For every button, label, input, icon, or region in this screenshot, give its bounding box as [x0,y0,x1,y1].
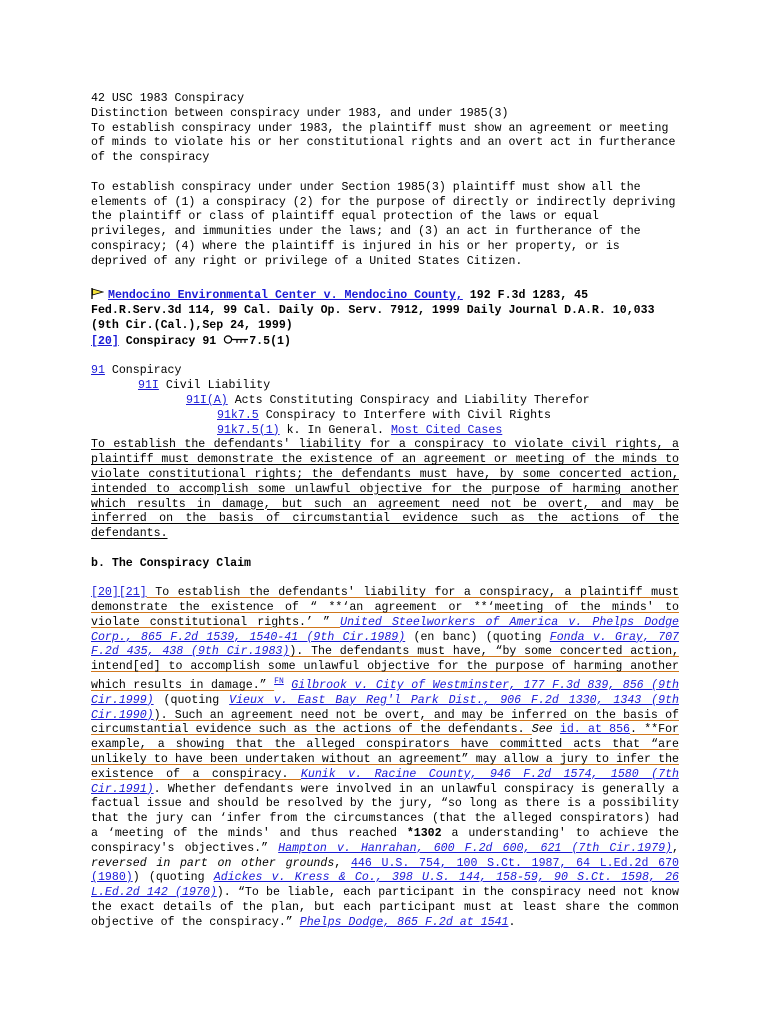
key-91I-label: Civil Liability [158,379,271,393]
body-text-6: . **For example, a showing that the alleged conspirators have committed acts that “are unlikely to have been undertaken without an agreement” may allow a jury to infer the existence of a conspiracy. [91,723,679,781]
key-91-link[interactable]: 91 [91,364,105,378]
headnote-number-link[interactable]: [20] [91,334,119,348]
body-text-10: , [334,856,351,870]
cite-fonda[interactable]: Fonda v. Gray, 707 F.2d 435, 438 (9th Cir.1983) [91,630,680,659]
key-line-5 [91,424,679,439]
key-91k7-5-label: Conspiracy to Interfere with Civil Rights [258,408,551,422]
body-text-5: ). Such an agreement need not be overt, and may be inferred on the basis of circumstantial evidence such as the actions of the defendants. [91,708,679,737]
body-text-8: a understanding' to achieve the conspiracy's objectives.” [91,826,679,855]
cite-vieux[interactable]: Vieux v. East Bay Reg'l Park Dist., 906 F.2d 1330, 1343 (9th Cir.1990) [91,693,679,722]
section-heading: b. The Conspiracy Claim [91,556,252,570]
headnote-text [91,438,679,542]
body-text-3: ). The defendants must have, “by some concerted action, intend[ed] to accomplish some unlawful objective for the purpose of harming another which results in damage.” [91,645,680,692]
key-91I-link[interactable]: 91I [138,379,159,393]
body-text-13: . [508,915,516,929]
body-text-4: (quoting [153,693,230,707]
footnote-link[interactable]: FN [274,677,284,687]
body-text-11: ) (quoting [132,871,214,885]
cite-adickes[interactable]: Adickes v. Kress & Co., 398 U.S. 144, 158-59, 90 S.Ct. 1598, 26 L.Ed.2d 142 (1970) [91,871,679,900]
body-text-2: (en banc) (quoting [405,630,550,644]
star-page: *1302 [406,826,442,840]
cite-id[interactable]: id. at 856 [559,723,631,737]
key-line-2 [91,379,679,394]
headnote-topic: Conspiracy 91 [118,334,224,348]
doc-subtitle: Distinction between conspiracy under 1983, and under 1985(3) [91,106,509,120]
key-91-label: Conspiracy [104,364,182,378]
cite-kunik[interactable]: Kunik v. Racine County, 946 F.2d 1574, 1580 (7th Cir.1991) [91,767,679,796]
cite-446-us-754[interactable]: 446 U.S. 754, 100 S.Ct. 1987, 64 L.Ed.2d 670 (1980) [91,856,679,885]
key-line-1 [91,364,679,379]
key-number-icon [223,334,249,345]
intro-paragraph-1985: To establish conspiracy under under Section 1985(3) plaintiff must show all the elements of (1) a conspiracy (2) for the purpose of directly or indirectly depriving the plaintiff or class of plaintiff equal protection of the laws or equal privileges, and immunities under the laws; and (3) an act in furtherance of the conspiracy; (4) where the plaintiff is injured in his or her property, or is deprived of any right or privilege of a United States Citizen. [91,180,676,268]
most-cited-cases-link[interactable]: Most Cited Cases [390,423,503,437]
document-page [91,92,679,930]
case-citation [91,288,679,333]
signal-see: See [531,723,553,737]
case-name-link[interactable]: Mendocino Environmental Center v. Mendocino County, [108,289,463,303]
hn21-link[interactable]: [21] [118,586,147,600]
cite-gilbrook[interactable]: Gilbrook v. City of Westminster, 177 F.3d 839, 856 (9th Cir.1999) [91,678,679,707]
cite-hampton[interactable]: Hampton v. Hanrahan, 600 F.2d 600, 621 (7th Cir.1979) [278,841,673,855]
key-91k7-5-1-label: k. In General. [279,423,391,437]
case-cite-text: 192 F.3d 1283, 45 Fed.R.Serv.3d 114, 99 Cal. Daily Op. Serv. 7912, 1999 Daily Journal D.A.R. 10,033 (9th Cir.(Cal.),Sep 24, 1999) [91,289,655,332]
intro-paragraph-1983: To establish conspiracy under 1983, the plaintiff must show an agreement or meeting of minds to violate his or her constitutional rights and an overt act in furtherance of the conspiracy [91,121,676,165]
opinion-body [91,586,679,930]
hn20-link[interactable]: [20] [91,586,119,600]
key-91k7-5-link[interactable]: 91k7.5 [217,408,259,422]
doc-title: 42 USC 1983 Conspiracy [91,92,245,105]
key-line-3 [91,394,679,409]
body-text-7: . Whether defendants were involved in an unlawful conspiracy is generally a factual issue and should be resolved by the jury, “so long as there is a possibility that the jury can ‘infer from the circumstances (that the alleged conspirators) had a ‘meeting of the minds' and thus reached [91,782,679,840]
headnote-key-line [91,334,679,350]
key-91k7-5-1-link[interactable]: 91k7.5(1) [217,423,280,437]
body-text-12: ). “To be liable, each participant in the conspiracy need not know the exact details of the plan, but each participant must at least share the common objective of the conspiracy.” [91,886,680,929]
subsequent-history: reversed in part on other grounds [91,856,335,870]
headnote-key: 7.5(1) [249,334,291,348]
body-text-1: To establish the defendants' liability for a conspiracy, a plaintiff must demonstrate the existence of “ **‘an agreement or **‘meeting of the minds' to violate constitutional rights.’ ” [91,586,679,629]
headnote-text-body: To establish the defendants' liability for a conspiracy to violate civil rights, a plaintiff must demonstrate the existence of an agreement or meeting of the minds to violate constitutional rights; the defendants must have, by some concerted action, intended to accomplish some unlawful objective for the purpose of harming another which results in damage, but such an agreement need not be overt, and may be inferred on the basis of circumstantial evidence such as the actions of the defendants. [91,438,679,541]
cite-phelps-dodge[interactable]: Phelps Dodge, 865 F.2d at 1541 [299,915,509,929]
key-line-4 [91,409,679,424]
key-91IA-label: Acts Constituting Conspiracy and Liability Therefor [227,393,590,407]
cite-united-steelworkers[interactable]: United Steelworkers of America v. Phelps Dodge Corp., 865 F.2d 1539, 1540-41 (9th Cir.1989) [91,615,679,644]
key-91IA-link[interactable]: 91I(A) [186,393,228,407]
yellow-flag-icon [91,288,104,299]
body-text-9: , [672,841,679,855]
